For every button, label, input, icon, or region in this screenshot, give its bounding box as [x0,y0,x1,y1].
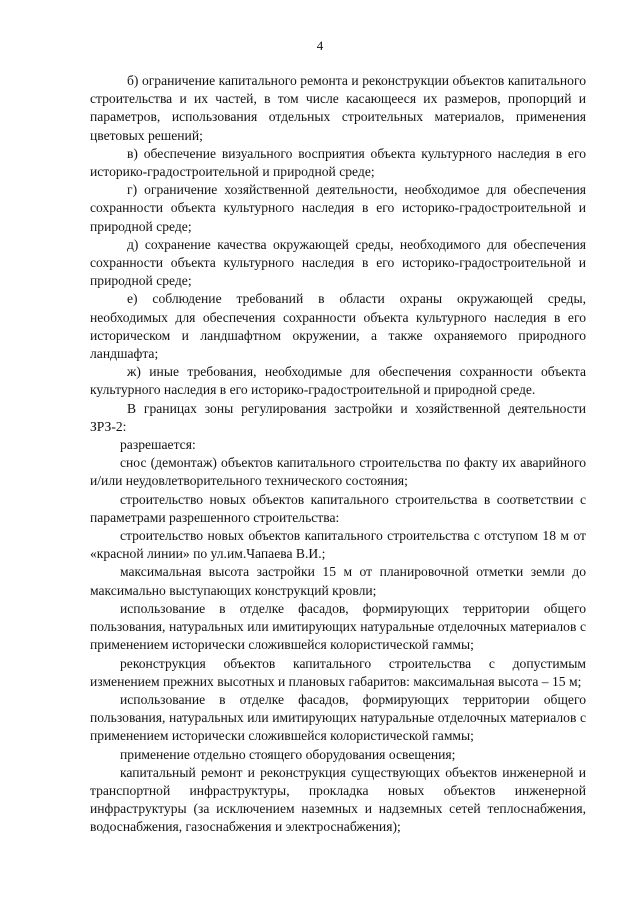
paragraph-setback: строительство новых объектов капитального строительства с отступом 18 м от «красной линии» по ул.им.Чапаева В.И.; [90,528,586,562]
paragraph-reconstruction: реконструкция объектов капитального строительства с допустимым изменением прежних высотных и плановых габаритов: максимальная высота – 15 м; [90,655,586,689]
paragraph-lighting: применение отдельно стоящего оборудования освещения; [120,746,456,762]
paragraph-g: г) ограничение хозяйственной деятельности, необходимое для обеспечения сохранности объекта культурного наследия в его историко-градостроительной и природной среде; [90,182,586,234]
paragraph-d: д) сохранение качества окружающей среды, необходимого для обеспечения сохранности объекта культурного наследия в его историко-градостроительной и природной среде; [90,236,586,289]
paragraph-e: е) соблюдение требований в области охраны окружающей среды, необходимых для обеспечения сохранности объекта культурного наследия в его историческом и ландшафтном окружении, а также охраняемого природного ландшафта; [90,291,586,362]
paragraph-zh: ж) иные требования, необходимые для обеспечения сохранности объекта культурного наследия в его историко-градостроительной и природной среде. [90,364,586,398]
document-body [90,72,586,837]
paragraph-infrastructure: капитальный ремонт и реконструкция существующих объектов инженерной и транспортной инфраструктуры, прокладка новых объектов инженерной инфраструктуры (за исключением наземных и надземных сетей теплоснабжения, водоснабжения, газоснабжения и электроснабжения); [90,764,586,835]
permitted-label: разрешается: [120,437,196,453]
paragraph-new-construction: строительство новых объектов капитального строительства в соответствии с параметрами разрешенного строительства: [90,491,586,525]
paragraph-b: б) ограничение капитального ремонта и реконструкции объектов капитального строительства и их частей, в том числе касающееся их размеров, пропорций и параметров, использования отдельных строительных материалов, применения цветовых решений; [90,73,586,143]
zrz2-heading: В границах зоны регулирования застройки и хозяйственной деятельности ЗРЗ-2: [90,400,586,434]
paragraph-v: в) обеспечение визуального восприятия объекта культурного наследия в его историко-градостроительной и природной среде; [90,145,586,180]
paragraph-facade-finish-2: использование в отделке фасадов, формирующих территории общего пользования, натуральных или имитирующих натуральные отделочных материалов с применением исторически сложившейся колористической гаммы; [90,691,586,744]
paragraph-max-height: максимальная высота застройки 15 м от планировочной отметки земли до максимально выступающих конструкций кровли; [90,564,586,598]
paragraph-facade-finish-1: использование в отделке фасадов, формирующих территории общего пользования, натуральных или имитирующих натуральные отделочных материалов с применением исторически сложившейся колористической гаммы; [90,600,586,653]
paragraph-demolition: снос (демонтаж) объектов капитального строительства по факту их аварийного и/или неудовлетворительного технического состояния; [90,455,586,489]
page-number: 4 [316,38,324,53]
